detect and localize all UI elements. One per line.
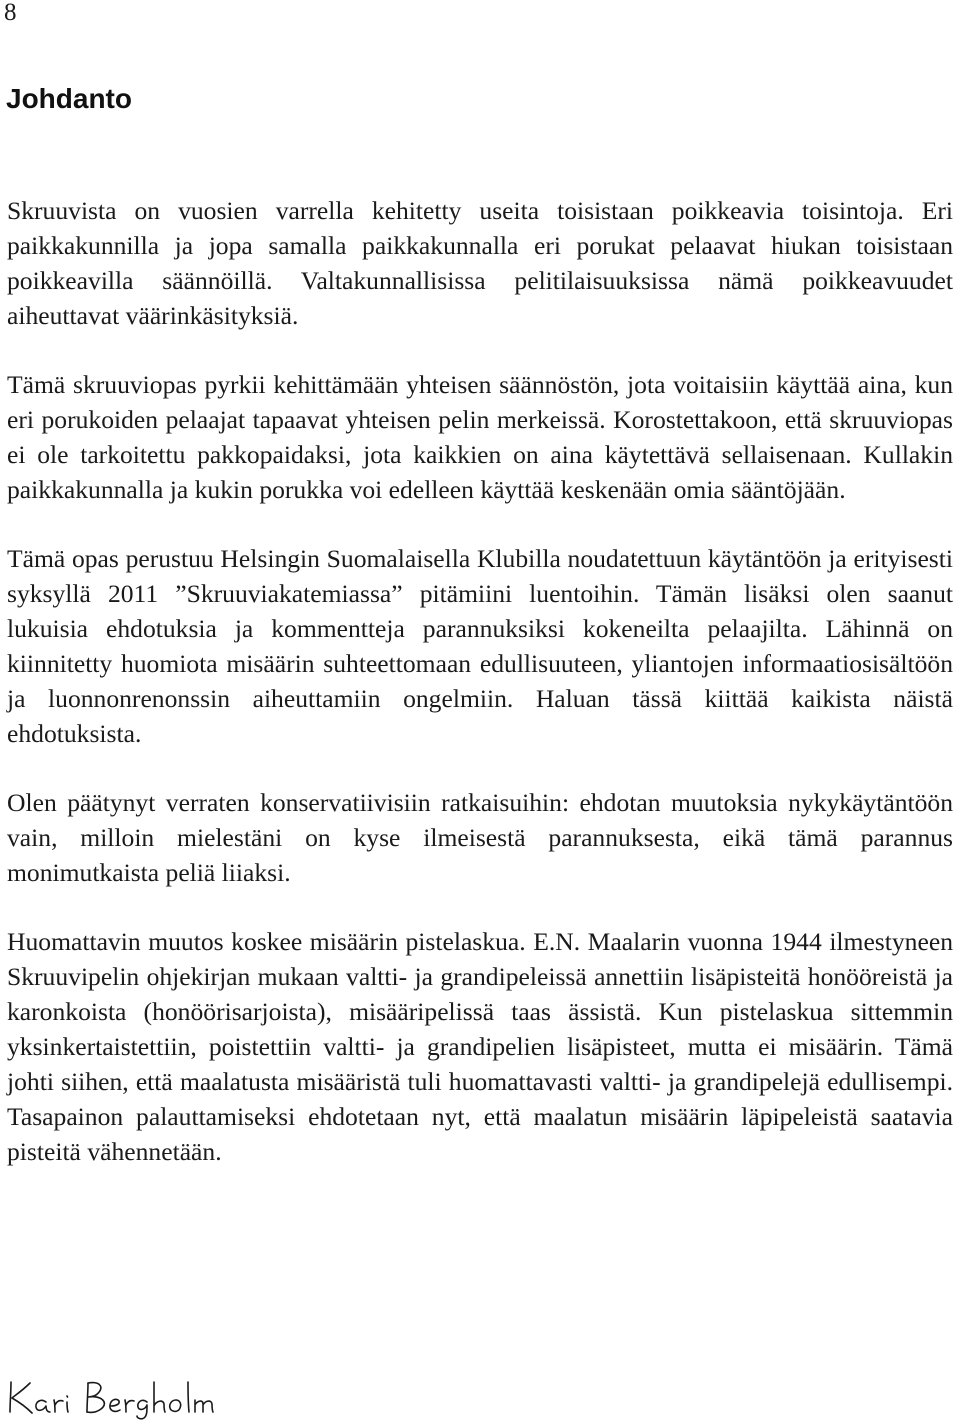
paragraph-2: Tämä skruuviopas pyrkii kehittämään yhteisen säännöstön, jota voitaisiin käyttää aina, kun eri porukoiden pelaajat tapaavat yhteisen pelin merkeissä. Korostettakoon, että skruuviopas ei ole tarkoitettu pakkopaidaksi, jota kaikkien on aina käytettävä sellaisenaan. Kullakin paikkakunnalla ja kukin porukka voi edelleen käyttää keskenään omia sääntöjään.	[7, 370, 953, 504]
paragraph-3: Tämä opas perustuu Helsingin Suomalaisella Klubilla noudatettuun käytäntöön ja erityisesti syksyllä 2011 ”Skruuviakatemiassa” pitämiini luentoihin. Tämän lisäksi olen saanut lukuisia ehdotuksia ja kommentteja parannuksiksi kokeneilta pelaajilta. Lähinnä on kiinnitetty huomiota misäärin suhteettomaan edullisuuteen, yliantojen informaatiosisältöön ja luonnonrenonssin aiheuttamiin ongelmiin. Haluan tässä kiittää kaikista näistä ehdotuksista.	[7, 544, 953, 748]
handwritten-signature	[6, 1376, 236, 1420]
chapter-title: Johdanto	[6, 83, 132, 114]
paragraph-1: Skruuvista on vuosien varrella kehitetty useita toisistaan poikkeavia toisintoja. Eri paikkakunnilla ja jopa samalla paikkakunnalla eri porukat pelaavat hiukan toisistaan poikkeavilla säännöillä. Valtakunnallisissa pelitilaisuuksissa nämä poikkeavuudet aiheuttavat väärinkäsityksiä.	[7, 196, 953, 330]
body-text	[7, 193, 953, 1203]
page-number: 8	[4, 0, 17, 26]
paragraph-5: Huomattavin muutos koskee misäärin pistelaskua. E.N. Maalarin vuonna 1944 ilmestyneen Skruuvipelin ohjekirjan mukaan valtti- ja grandipeleissä annettiin lisäpisteitä honööreistä ja karonkoista (honöörisarjoista), misääripelissä taas ässistä. Kun pistelaskua sittemmin yksinkertaistettiin, poistettiin valtti- ja grandipelien lisäpisteet, mutta ei misäärin. Tämä johti siihen, että maalatusta misääristä tuli huomattavasti valtti- ja grandipelejä edullisempi. Tasapainon palauttamiseksi ehdotetaan nyt, että maalatun misäärin läpipeleistä saatavia pisteitä vähennetään.	[7, 927, 953, 1166]
paragraph-4: Olen päätynyt verraten konservatiivisiin ratkaisuihin: ehdotan muutoksia nykykäytäntöön vain, milloin mielestäni on kyse ilmeisestä parannuksesta, eikä tämä parannus monimutkaista peliä liiaksi.	[7, 788, 953, 887]
